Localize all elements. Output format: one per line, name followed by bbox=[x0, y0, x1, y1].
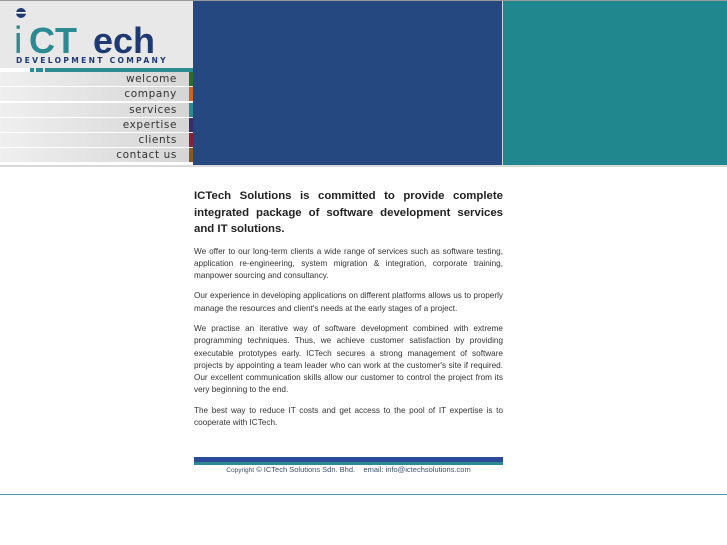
nav-item-label: company bbox=[124, 88, 177, 101]
paragraph-services: We offer to our long-term clients a wide range of services such as software testing, application re-engineering, system migration & integration, corporate training, manpower sourcing and consultancy. bbox=[194, 246, 503, 281]
nav-item-label: clients bbox=[138, 134, 177, 147]
email-label: email: bbox=[363, 465, 384, 474]
bottom-rule bbox=[0, 494, 727, 495]
email-link[interactable]: info@ictechsolutions.com bbox=[385, 465, 471, 474]
main-content bbox=[194, 188, 503, 437]
nav-item-contact-us[interactable] bbox=[0, 148, 193, 163]
hero-blue-panel bbox=[193, 1, 502, 165]
page-headline: ICTech Solutions is committed to provide complete integrated package of software development services and IT solutions. bbox=[194, 190, 503, 235]
nav-item-company[interactable] bbox=[0, 87, 193, 102]
paragraph-methodology: We practise an iterative way of software development combined with extreme programming techniques. Thus, we achieve customer satisfaction by providing executable prototypes early. ICTech secures a strong management of software projects by appointing a team leader who can work at the customer's site if required. Our excellent communication skills allow our customer to control the project from its very beginning to the end. bbox=[194, 323, 503, 395]
copyright-text: © ICTech Solutions Sdn. Bhd. bbox=[256, 465, 356, 474]
copyright-word: Copyright bbox=[226, 467, 255, 474]
ictech-logo[interactable] bbox=[14, 5, 194, 57]
nav-item-expertise[interactable] bbox=[0, 118, 193, 133]
nav-item-clients[interactable] bbox=[0, 133, 193, 148]
logo-text-lead: i bbox=[14, 20, 23, 57]
nav-item-welcome[interactable] bbox=[0, 72, 193, 87]
hero-teal-panel bbox=[503, 1, 727, 165]
logo-text-ct: CT bbox=[29, 20, 77, 57]
nav-item-label: services bbox=[129, 103, 177, 116]
logo-panel bbox=[0, 1, 193, 72]
nav-item-label: welcome bbox=[125, 73, 177, 85]
nav-item-services[interactable] bbox=[0, 103, 193, 118]
copyright-line bbox=[194, 465, 503, 474]
main-nav bbox=[0, 72, 193, 164]
nav-item-label: contact us bbox=[116, 149, 177, 162]
nav-item-label: expertise bbox=[122, 118, 177, 131]
hero-bottom-border bbox=[0, 165, 727, 167]
footer-bar bbox=[194, 457, 503, 465]
paragraph-experience: Our experience in developing applications on different platforms allows us to properly manage the resources and client's needs at the early stages of a project. bbox=[194, 291, 503, 313]
paragraph-closing: The best way to reduce IT costs and get access to the pool of IT expertise is to cooperate with ICTech. bbox=[194, 405, 503, 428]
logo-text-ech: ech bbox=[93, 20, 156, 57]
logo-subtitle: DEVELOPMENT COMPANY bbox=[16, 56, 168, 65]
